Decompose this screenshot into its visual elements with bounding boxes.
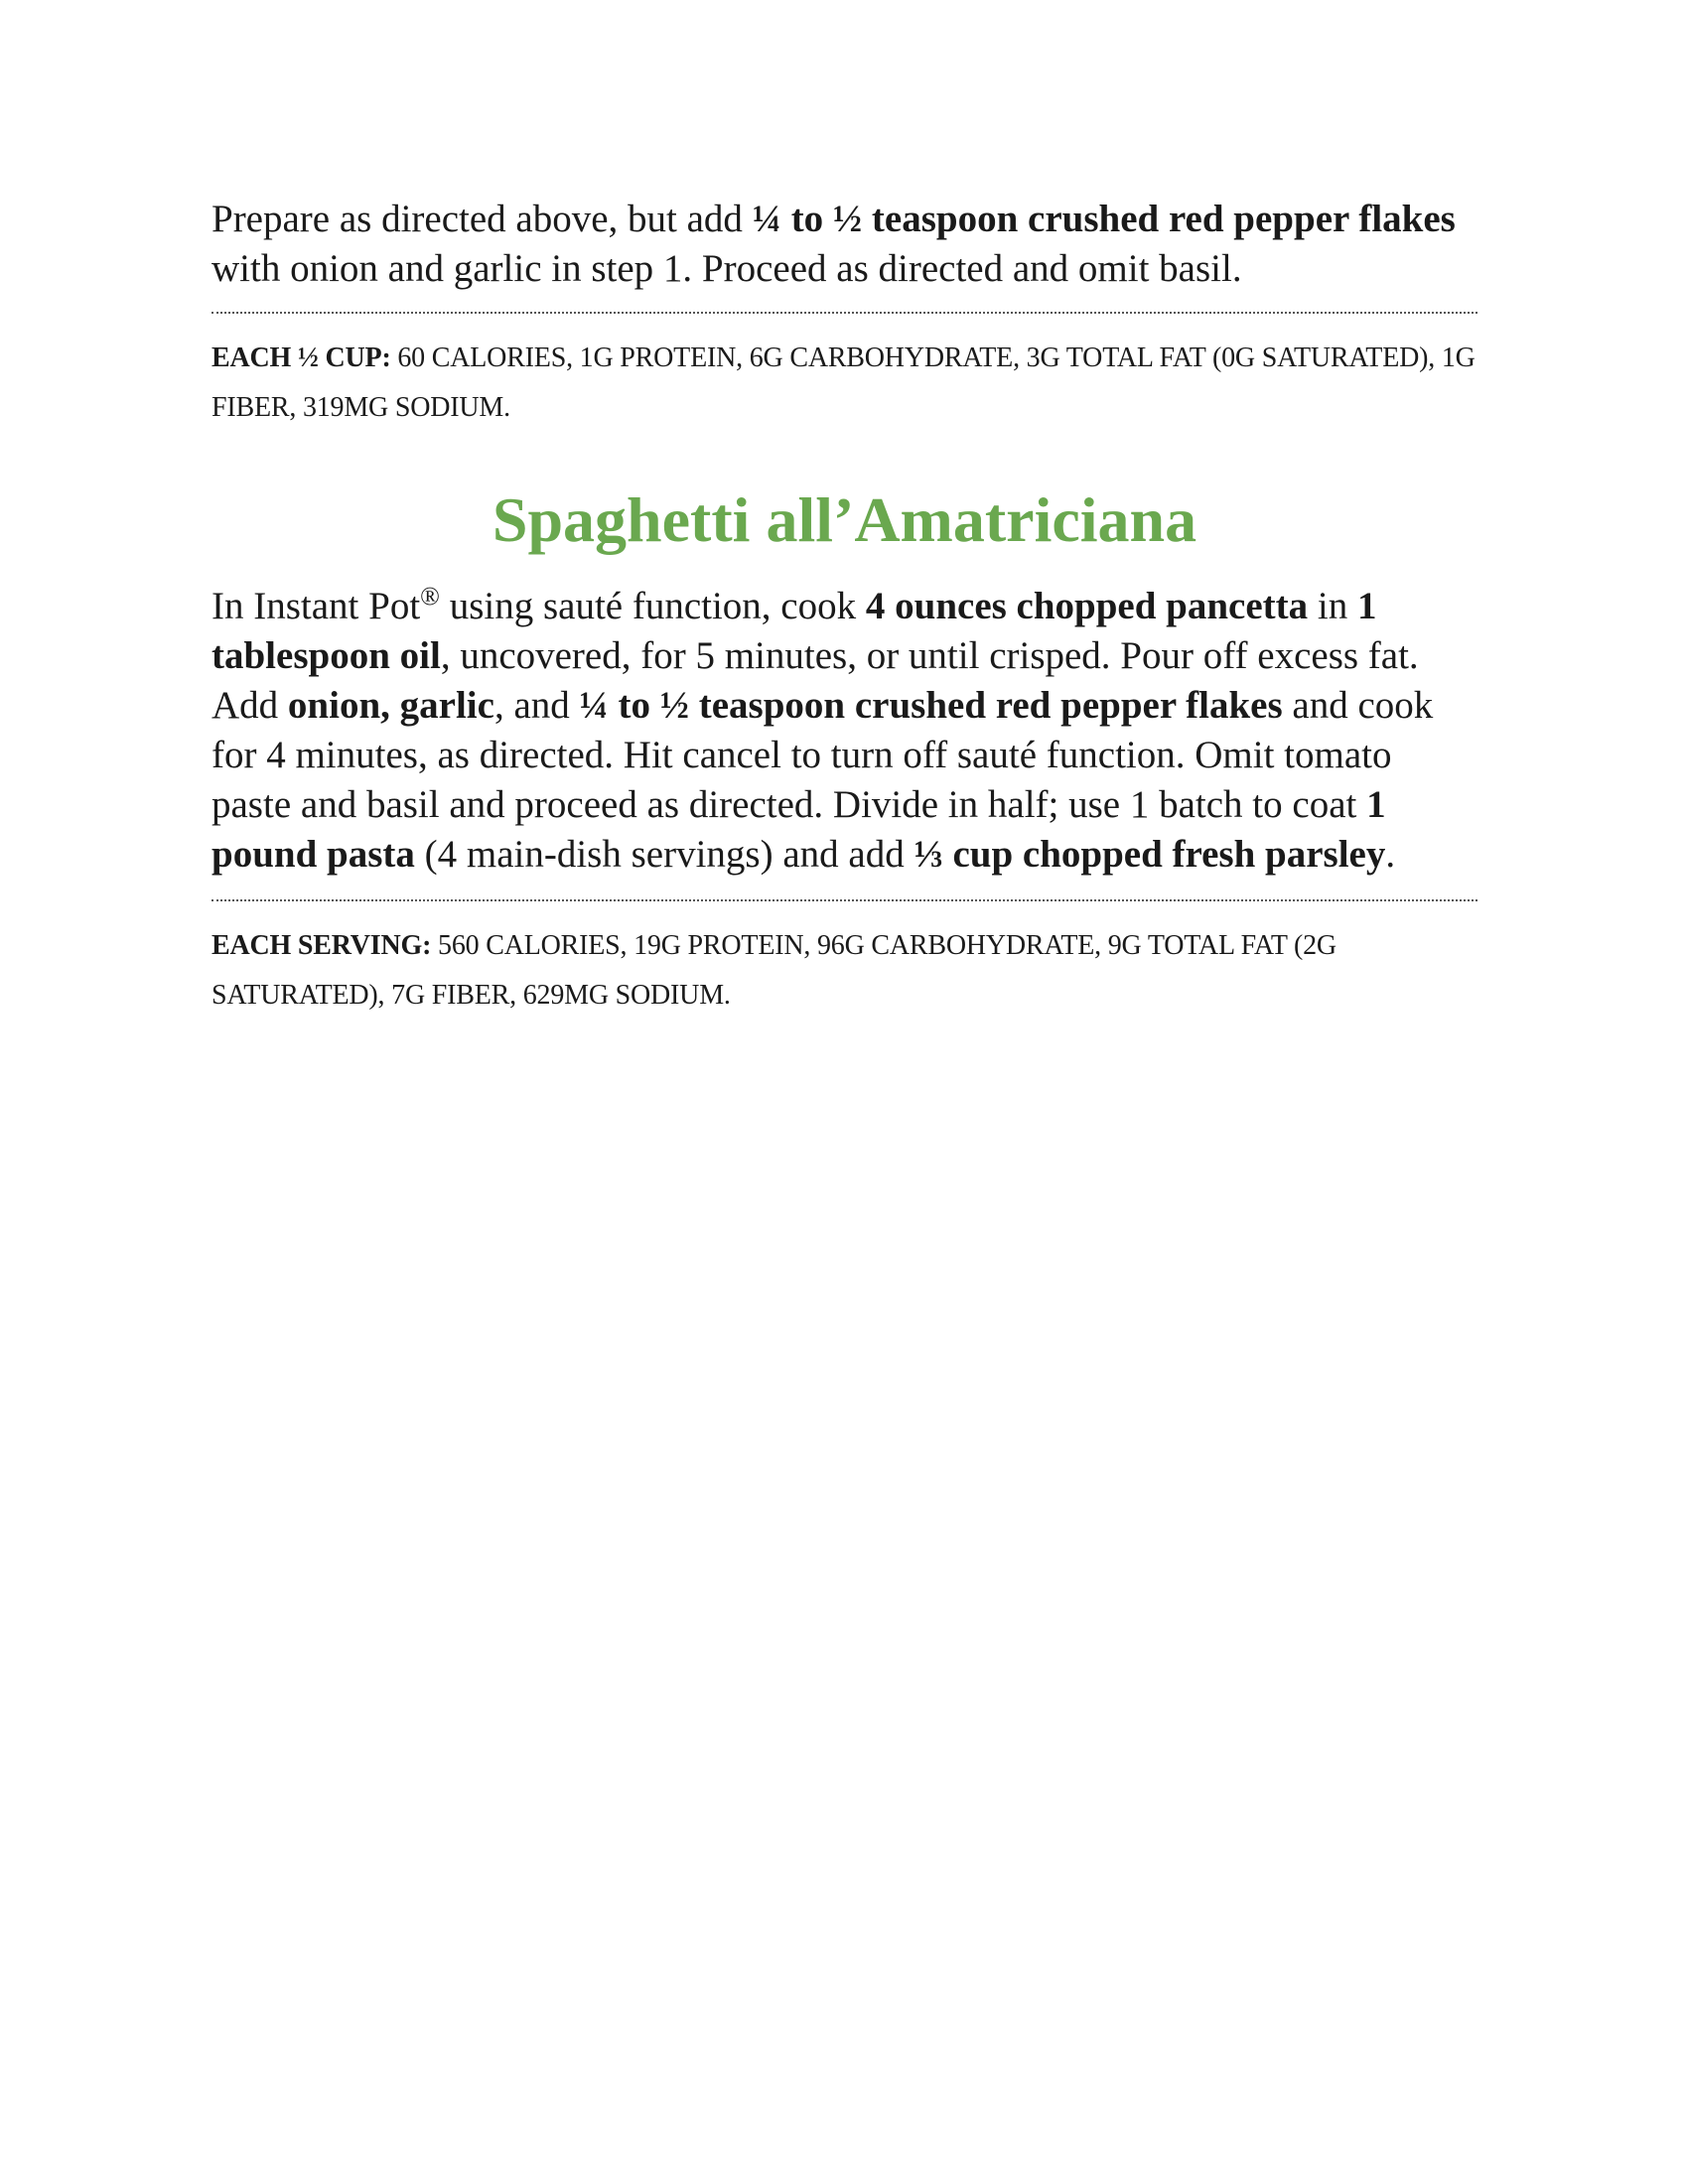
recipe-text: , uncovered, for 5 minutes, or until crisped. Pour off excess fat. Add xyxy=(211,634,1419,727)
recipe-ingredient: ⅓ cup chopped fresh parsley xyxy=(914,833,1386,876)
variation-paragraph xyxy=(211,195,1477,294)
recipe-text: . xyxy=(1385,833,1396,876)
variation-text: with onion and garlic in step 1. Proceed as directed and omit basil. xyxy=(211,247,1242,290)
recipe-title: Spaghetti all’Amatriciana xyxy=(492,484,1197,555)
nutrition-label: EACH ½ CUP: xyxy=(211,342,391,373)
nutrition-label: EACH SERVING: xyxy=(211,930,432,961)
nutrition-values: 60 CALORIES, 1G PROTEIN, 6G CARBOHYDRATE, 3G TOTAL FAT (0G SATURATED), 1G FIBER, 319MG SODIUM. xyxy=(211,342,1476,423)
recipe-ingredient: 4 ounces chopped pancetta xyxy=(865,585,1309,627)
recipe-text: and cook for 4 minutes, as directed. Hit cancel to turn off sauté function. Omit tomato paste and basil and proceed as directed. Divide in half; use 1 batch to coat xyxy=(211,684,1434,826)
recipe-paragraph xyxy=(211,582,1477,880)
variation-ingredient: ¼ to ½ teaspoon crushed red pepper flakes xyxy=(752,198,1456,240)
recipe-ingredient: 1 pound pasta xyxy=(211,783,1386,876)
recipe-text: in xyxy=(1308,585,1358,627)
recipe-text: (4 main-dish servings) and add xyxy=(414,833,914,876)
nutrition-info-cup xyxy=(211,334,1477,433)
nutrition-values: 560 CALORIES, 19G PROTEIN, 96G CARBOHYDRATE, 9G TOTAL FAT (2G SATURATED), 7G FIBER, 629MG SODIUM. xyxy=(211,930,1336,1011)
divider xyxy=(211,312,1477,314)
recipe-ingredient: 1 tablespoon oil xyxy=(211,585,1377,677)
recipe-page xyxy=(211,195,1477,1021)
variation-text: Prepare as directed above, but add xyxy=(211,198,753,240)
recipe-text: using sauté function, cook xyxy=(439,585,866,627)
nutrition-info-serving xyxy=(211,921,1477,1021)
registered-mark: ® xyxy=(420,582,440,611)
recipe-ingredient: ¼ to ½ teaspoon crushed red pepper flakes xyxy=(579,684,1283,727)
recipe-text: , and xyxy=(493,684,580,727)
divider xyxy=(211,899,1477,901)
recipe-text: In Instant Pot xyxy=(211,585,421,627)
recipe-ingredient: onion, garlic xyxy=(287,684,494,727)
